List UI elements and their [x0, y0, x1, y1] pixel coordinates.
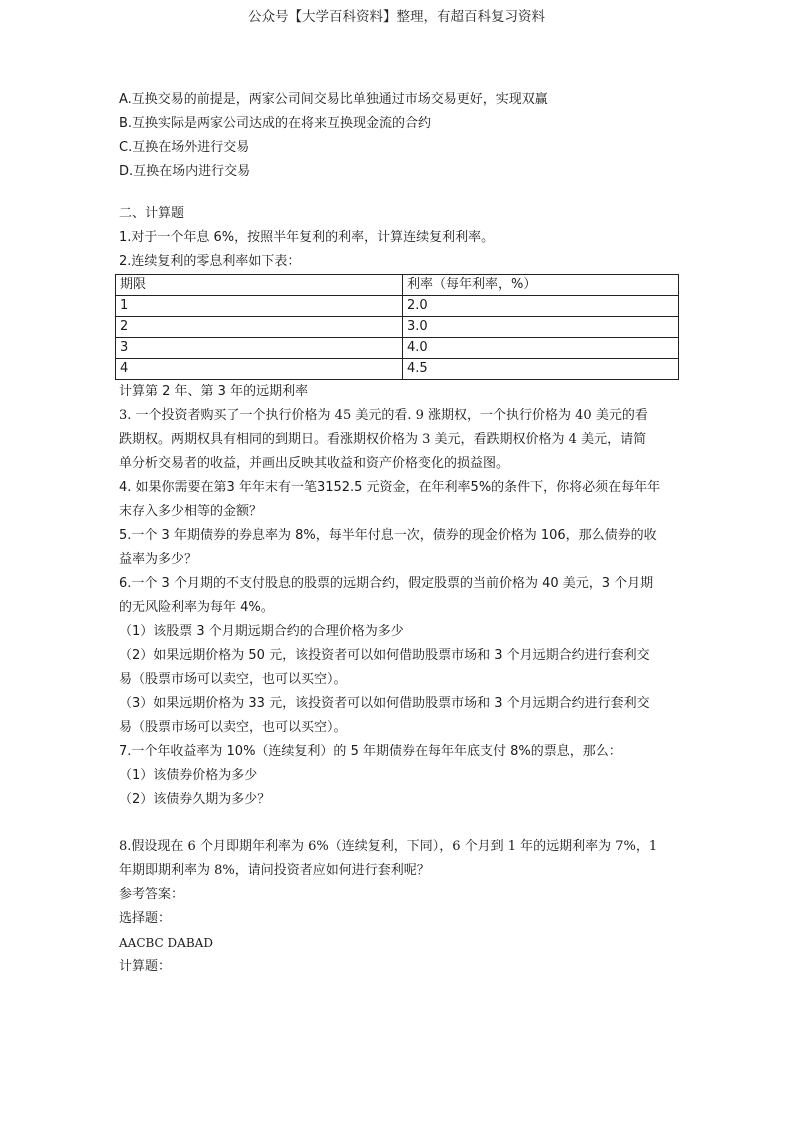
- table-cell-rate: 3.0: [403, 317, 679, 338]
- option-c: C.互换在场外进行交易: [119, 140, 250, 155]
- question-3: 3. 一个投资者购买了一个执行价格为 45 美元的看. 9 涨期权，一个执行价格为 40 美元的看 跌期权。两期权具有相同的到期日。看涨期权价格为 3 美元，看跌期权价格为 4 美元，请简 单分析交易者的收益，并画出反映其收益和资产价格变化的损益图。: [119, 408, 648, 471]
- table-cell-rate: 4.5: [403, 359, 679, 380]
- option-d: D.互换在场内进行交易: [119, 164, 251, 179]
- option-a: A.互换交易的前提是，两家公司间交易比单独通过市场交易更好，实现双赢: [119, 92, 548, 107]
- question-4: 4. 如果你需要在第3 年年末有一笔3152.5 元资金，在年利率5%的条件下，你将必须在每年年 末存入多少相等的金额？: [119, 480, 661, 519]
- table-row: [116, 359, 679, 380]
- question-1: 1.对于一个年息 6%，按照半年复利的利率，计算连续复利利率。: [119, 230, 495, 245]
- table-header-row: [116, 275, 679, 296]
- page-header: 公众号【大学百科资料】整理，有超百科复习资料: [248, 9, 545, 25]
- question-2: 2.连续复利的零息利率如下表：: [119, 254, 301, 269]
- section-title: 二、计算题: [119, 206, 185, 221]
- option-b: B.互换实际是两家公司达成的在将来互换现金流的合约: [119, 116, 432, 131]
- table-row: [116, 317, 679, 338]
- question-6: 6.一个 3 个月期的不支付股息的股票的远期合约，假定股票的当前价格为 40 美元，3 个月期 的无风险利率为每年 4%。 （1）该股票 3 个月期远期合约的合理价格为多少 （2）如果远期价格为 50 元，该投资者可以如何借助股票市场和 3 个月远期合约进行套利交 易（股票市场可以卖空，也可以买空）。 （3）如果远期价格为 33 元，该投资者可以如何借助股票市场和 3 个月远期合约进行套利交 易（股票市场可以卖空，也可以买空）。: [119, 576, 654, 735]
- answers-title: 参考答案：: [119, 887, 185, 902]
- question-7: 7.一个年收益率为 10%（连续复利）的 5 年期债券在每年年底支付 8%的票息，那么： （1）该债券价格为多少 （2）该债券久期为多少？: [119, 744, 622, 807]
- table-header-rate: 利率（每年利率，%）: [403, 275, 679, 296]
- table-row: [116, 338, 679, 359]
- choice-answers-label: 选择题：: [119, 911, 172, 926]
- question-2-instruction: 计算第 2 年、第 3 年的远期利率: [119, 384, 309, 399]
- table-row: [116, 296, 679, 317]
- table-cell-rate: 2.0: [403, 296, 679, 317]
- table-header-term: 期限: [116, 275, 403, 296]
- zero-rate-table: [115, 274, 679, 380]
- question-5: 5.一个 3 年期债券的券息率为 8%，每半年付息一次，债券的现金价格为 106，那么债券的收 益率为多少？: [119, 528, 657, 567]
- table-cell-term: 3: [116, 338, 403, 359]
- question-8: 8.假设现在 6 个月即期年利率为 6%（连续复利，下同），6 个月到 1 年的远期利率为 7%，1 年期即期利率为 8%，请问投资者应如何进行套利呢？: [119, 839, 658, 878]
- calc-answers-label: 计算题：: [119, 959, 172, 974]
- table-cell-term: 2: [116, 317, 403, 338]
- document-body: [119, 88, 684, 979]
- table-cell-rate: 4.0: [403, 338, 679, 359]
- choice-options: [119, 88, 684, 184]
- table-cell-term: 4: [116, 359, 403, 380]
- choice-answers: AACBC DABAD: [119, 936, 213, 950]
- table-cell-term: 1: [116, 296, 403, 317]
